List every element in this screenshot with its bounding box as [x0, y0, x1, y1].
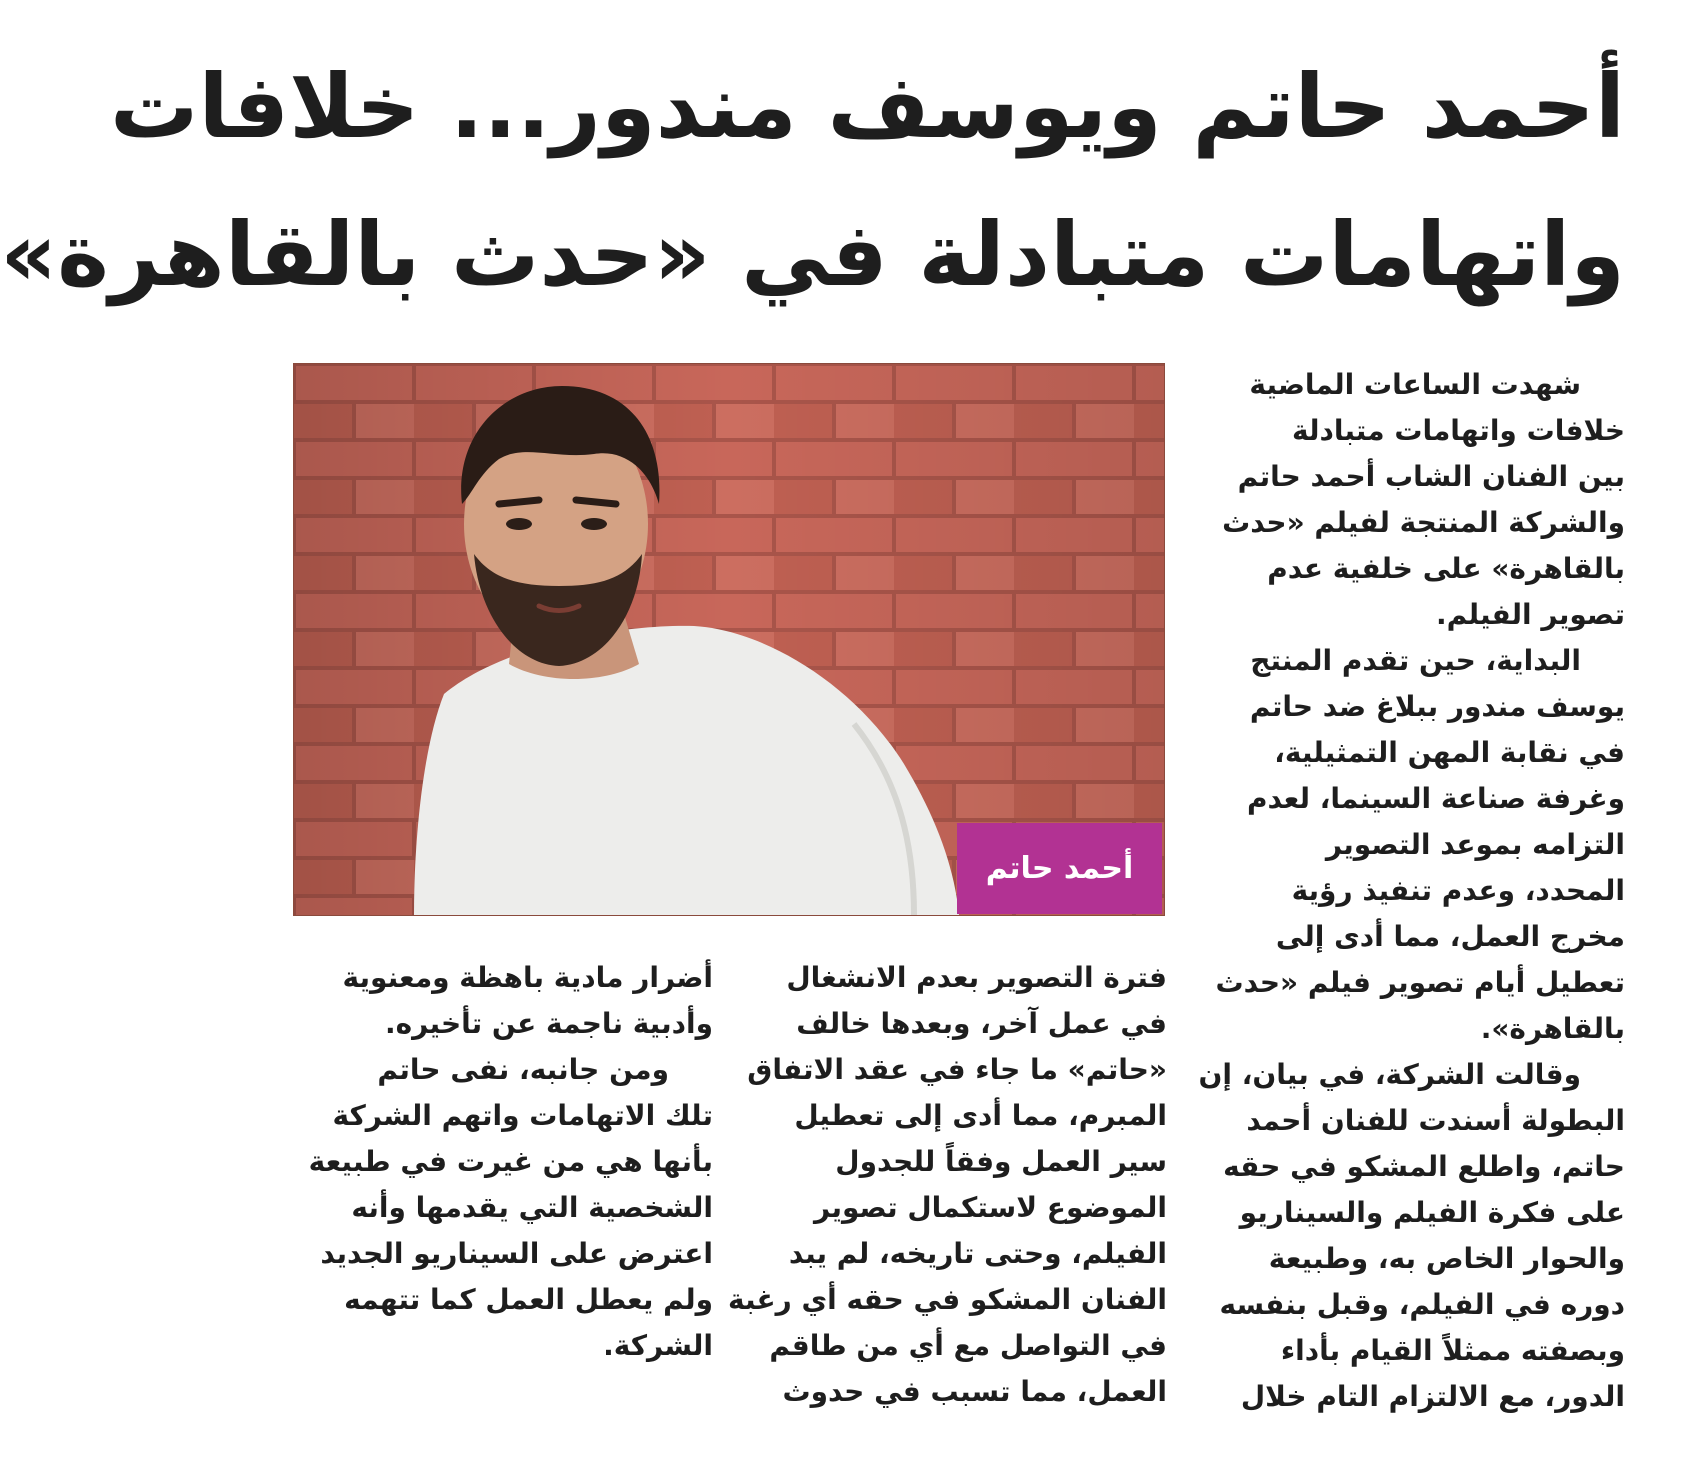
- text-line: بين الفنان الشاب أحمد حاتم: [1237, 460, 1625, 493]
- text-line: الشركة.: [603, 1329, 713, 1362]
- article-column-middle: [728, 955, 1167, 1415]
- text-line: مخرج العمل، مما أدى إلى: [1275, 920, 1625, 953]
- text-line: تلك الاتهامات واتهم الشركة: [332, 1099, 713, 1132]
- text-line: الفنان المشكو في حقه أي رغبة: [728, 1283, 1167, 1316]
- text-line: بأنها هي من غيرت في طبيعة: [308, 1145, 713, 1178]
- headline-line-2: واتهامات متبادلة في «حدث بالقاهرة»: [0, 203, 1625, 306]
- text-line: وغرفة صناعة السينما، لعدم: [1246, 782, 1625, 815]
- text-line: بالقاهرة» على خلفية عدم: [1267, 552, 1625, 585]
- text-line: في عمل آخر، وبعدها خالف: [796, 1007, 1167, 1040]
- text-line: وقالت الشركة، في بيان، إن: [1198, 1058, 1581, 1091]
- text-line: والحوار الخاص به، وطبيعة: [1268, 1242, 1625, 1275]
- headline-line-1: أحمد حاتم ويوسف مندور... خلافات: [110, 55, 1625, 158]
- article-column-right: [1190, 362, 1625, 1420]
- text-line: البداية، حين تقدم المنتج: [1250, 644, 1581, 677]
- text-line: الفيلم، وحتى تاريخه، لم يبد: [788, 1237, 1167, 1270]
- text-line: بالقاهرة».: [1480, 1012, 1625, 1045]
- text-line: والشركة المنتجة لفيلم «حدث: [1222, 506, 1625, 539]
- text-line: في نقابة المهن التمثيلية،: [1274, 736, 1625, 769]
- text-line: الموضوع لاستكمال تصوير: [814, 1191, 1167, 1224]
- text-line: العمل، مما تسبب في حدوث: [782, 1375, 1167, 1408]
- text-line: فترة التصوير بعدم الانشغال: [786, 961, 1167, 994]
- text-line: يوسف مندور ببلاغ ضد حاتم: [1249, 690, 1625, 723]
- text-line: تعطيل أيام تصوير فيلم «حدث: [1215, 966, 1625, 999]
- text-line: أضرار مادية باهظة ومعنوية: [342, 961, 713, 994]
- text-line: الدور، مع الالتزام التام خلال: [1240, 1380, 1625, 1413]
- text-line: شهدت الساعات الماضية: [1249, 368, 1581, 401]
- text-line: حاتم، واطلع المشكو في حقه: [1223, 1150, 1625, 1183]
- text-line: التزامه بموعد التصوير: [1325, 828, 1625, 861]
- article-column-left: [293, 955, 713, 1369]
- text-line: ولم يعطل العمل كما تتهمه: [344, 1283, 713, 1316]
- text-line: المبرم، مما أدى إلى تعطيل: [794, 1099, 1167, 1132]
- text-line: ومن جانبه، نفى حاتم: [377, 1053, 669, 1086]
- text-line: سير العمل وفقاً للجدول: [835, 1145, 1167, 1178]
- text-line: دوره في الفيلم، وقبل بنفسه: [1219, 1288, 1625, 1321]
- text-line: اعترض على السيناريو الجديد: [320, 1237, 713, 1270]
- text-line: المحدد، وعدم تنفيذ رؤية: [1291, 874, 1625, 907]
- text-line: وبصفته ممثلاً القيام بأداء: [1280, 1334, 1625, 1367]
- text-line: خلافات واتهامات متبادلة: [1292, 414, 1625, 447]
- text-line: الشخصية التي يقدمها وأنه: [351, 1191, 713, 1224]
- photo-caption-box: [957, 823, 1162, 914]
- text-line: تصوير الفيلم.: [1435, 598, 1625, 631]
- text-line: وأدبية ناجمة عن تأخيره.: [384, 1007, 713, 1040]
- text-line: في التواصل مع أي من طاقم: [769, 1329, 1167, 1362]
- text-line: البطولة أسندت للفنان أحمد: [1246, 1104, 1625, 1137]
- text-line: «حاتم» ما جاء في عقد الاتفاق: [747, 1053, 1167, 1086]
- text-line: على فكرة الفيلم والسيناريو: [1239, 1196, 1625, 1229]
- photo-caption: أحمد حاتم: [985, 851, 1134, 886]
